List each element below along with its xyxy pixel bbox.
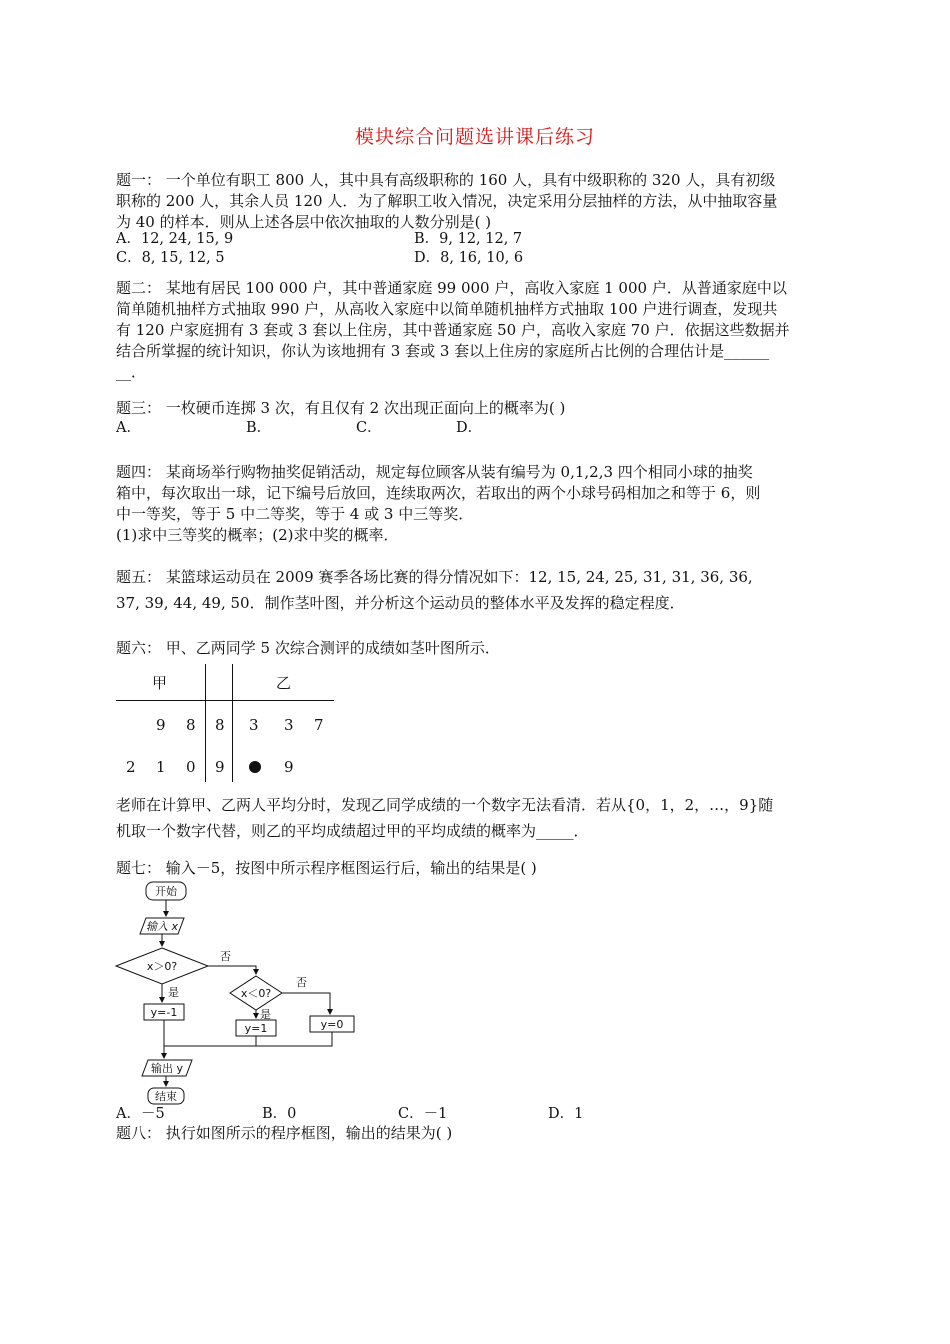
q7-option-a: A．－5 bbox=[116, 1106, 165, 1122]
q2-line: 题二： 某地有居民 100 000 户，其中普通家庭 99 000 户，高收入家庭 1 000 户．从普通家庭中以 bbox=[116, 279, 787, 297]
header-yi: 乙 bbox=[276, 674, 292, 692]
q3-option-c: C． bbox=[356, 420, 382, 436]
q7-line: 题七： 输入－5，按图中所示程序框图运行后，输出的结果是( ) bbox=[116, 859, 537, 877]
stem: 8 bbox=[215, 716, 225, 734]
q4-line: (1)求中三等奖的概率；(2)求中奖的概率． bbox=[116, 526, 399, 544]
q6-intro: 题六： 甲、乙两同学 5 次综合测评的成绩如茎叶图所示． bbox=[116, 639, 500, 657]
question-5 bbox=[116, 564, 836, 616]
q7-option-b: B．0 bbox=[262, 1106, 297, 1122]
flow-input-label: 输入 x bbox=[145, 920, 179, 933]
page-title: 模块综合问题选讲课后练习 bbox=[354, 126, 595, 148]
stem: 9 bbox=[215, 758, 225, 776]
q2-line: 结合所掌握的统计知识，你认为该地拥有 3 套或 3 套以上住房的家庭所占比例的合理估计是______ bbox=[116, 342, 770, 360]
q7-option-c: C．－1 bbox=[398, 1106, 448, 1122]
flow-assign1-label: y=-1 bbox=[150, 1006, 178, 1019]
leaf-right: 9 bbox=[284, 758, 294, 776]
question-7 bbox=[116, 858, 836, 879]
stem-leaf-divider-left bbox=[205, 664, 206, 782]
q3-option-a: A． bbox=[116, 420, 141, 436]
question-3 bbox=[116, 398, 836, 419]
flow-cond2-label: x＜0? bbox=[240, 987, 272, 1000]
stem-leaf-divider-right bbox=[232, 664, 233, 782]
flow-yes1-label: 是 bbox=[168, 986, 179, 999]
question-4 bbox=[116, 462, 836, 546]
q4-line: 中一等奖，等于 5 中二等奖，等于 4 或 3 中三等奖． bbox=[116, 505, 474, 523]
q1-option-a: A．12, 24, 15, 9 bbox=[116, 231, 234, 247]
q8-line: 题八： 执行如图所示的程序框图，输出的结果为( ) bbox=[116, 1124, 453, 1142]
leaf-left: 9 bbox=[156, 716, 166, 734]
leaf-right: 7 bbox=[314, 716, 324, 734]
question-8 bbox=[116, 1123, 836, 1144]
leaf-left: 8 bbox=[186, 716, 196, 734]
flowchart bbox=[112, 880, 372, 1108]
flow-no1-label: 否 bbox=[220, 950, 231, 963]
q3-option-b: B． bbox=[246, 420, 272, 436]
unknown-digit-dot bbox=[249, 761, 261, 773]
q1-line: 题一： 一个单位有职工 800 人，其中具有高级职称的 160 人，具有中级职称的 320 人，具有初级 bbox=[116, 171, 776, 189]
flow-assign3-label: y=0 bbox=[320, 1018, 344, 1031]
q1-option-b: B．9, 12, 12, 7 bbox=[414, 231, 523, 247]
q6-line: 老师在计算甲、乙两人平均分时，发现乙同学成绩的一个数字无法看清．若从{0，1，2，…，9}随 bbox=[116, 796, 774, 814]
question-6-text bbox=[116, 792, 836, 844]
flow-no2-label: 否 bbox=[296, 976, 307, 989]
q1-option-d: D．8, 16, 10, 6 bbox=[414, 250, 524, 266]
flow-output-label: 输出 y bbox=[150, 1062, 184, 1075]
q7-option-d: D．1 bbox=[548, 1106, 584, 1122]
q5-line: 37, 39, 44, 49, 50．制作茎叶图，并分析这个运动员的整体水平及发挥的稳定程度． bbox=[116, 594, 685, 612]
q2-line: __． bbox=[116, 363, 147, 381]
flow-start-label: 开始 bbox=[155, 885, 177, 898]
q6-line: 机取一个数字代替，则乙的平均成绩超过甲的平均成绩的概率为_____． bbox=[116, 822, 589, 840]
leaf-right: 3 bbox=[284, 716, 294, 734]
flow-assign2-label: y=1 bbox=[244, 1022, 268, 1035]
stem-leaf-header-line bbox=[116, 700, 334, 701]
leaf-left: 1 bbox=[156, 758, 166, 776]
q2-line: 简单随机抽样方式抽取 990 户，从高收入家庭中以简单随机抽样方式抽取 100 户进行调查，发现共 bbox=[116, 300, 778, 318]
question-1 bbox=[116, 170, 836, 233]
leaf-left: 0 bbox=[186, 758, 196, 776]
q2-line: 有 120 户家庭拥有 3 套或 3 套以上住房，其中普通家庭 50 户，高收入家庭 70 户．依据这些数据并 bbox=[116, 321, 790, 339]
q4-line: 题四： 某商场举行购物抽奖促销活动，规定每位顾客从装有编号为 0,1,2,3 四个相同小球的抽奖 bbox=[116, 463, 753, 481]
flow-yes2-label: 是 bbox=[260, 1008, 271, 1021]
q4-line: 箱中，每次取出一球，记下编号后放回，连续取两次，若取出的两个小球号码相加之和等于 6，则 bbox=[116, 484, 761, 502]
q5-line: 题五： 某篮球运动员在 2009 赛季各场比赛的得分情况如下：12, 15, 24, 25, 31, 31, 36, 36, bbox=[116, 568, 753, 586]
flow-end-label: 结束 bbox=[155, 1090, 177, 1103]
q1-option-c: C．8, 15, 12, 5 bbox=[116, 250, 225, 266]
question-6 bbox=[116, 638, 836, 659]
leaf-right: 3 bbox=[249, 716, 259, 734]
question-2 bbox=[116, 278, 836, 383]
flow-cond1-label: x＞0? bbox=[146, 960, 178, 973]
q1-line: 为 40 的样本．则从上述各层中依次抽取的人数分别是( ) bbox=[116, 213, 492, 231]
stem-leaf-plot bbox=[116, 664, 336, 784]
header-jia: 甲 bbox=[152, 674, 168, 692]
q1-line: 职称的 200 人，其余人员 120 人．为了解职工收入情况，决定采用分层抽样的方法，从中抽取容量 bbox=[116, 192, 778, 210]
q3-line: 题三： 一枚硬币连掷 3 次，有且仅有 2 次出现正面向上的概率为( ) bbox=[116, 399, 566, 417]
q3-option-d: D． bbox=[456, 420, 483, 436]
leaf-left: 2 bbox=[126, 758, 136, 776]
